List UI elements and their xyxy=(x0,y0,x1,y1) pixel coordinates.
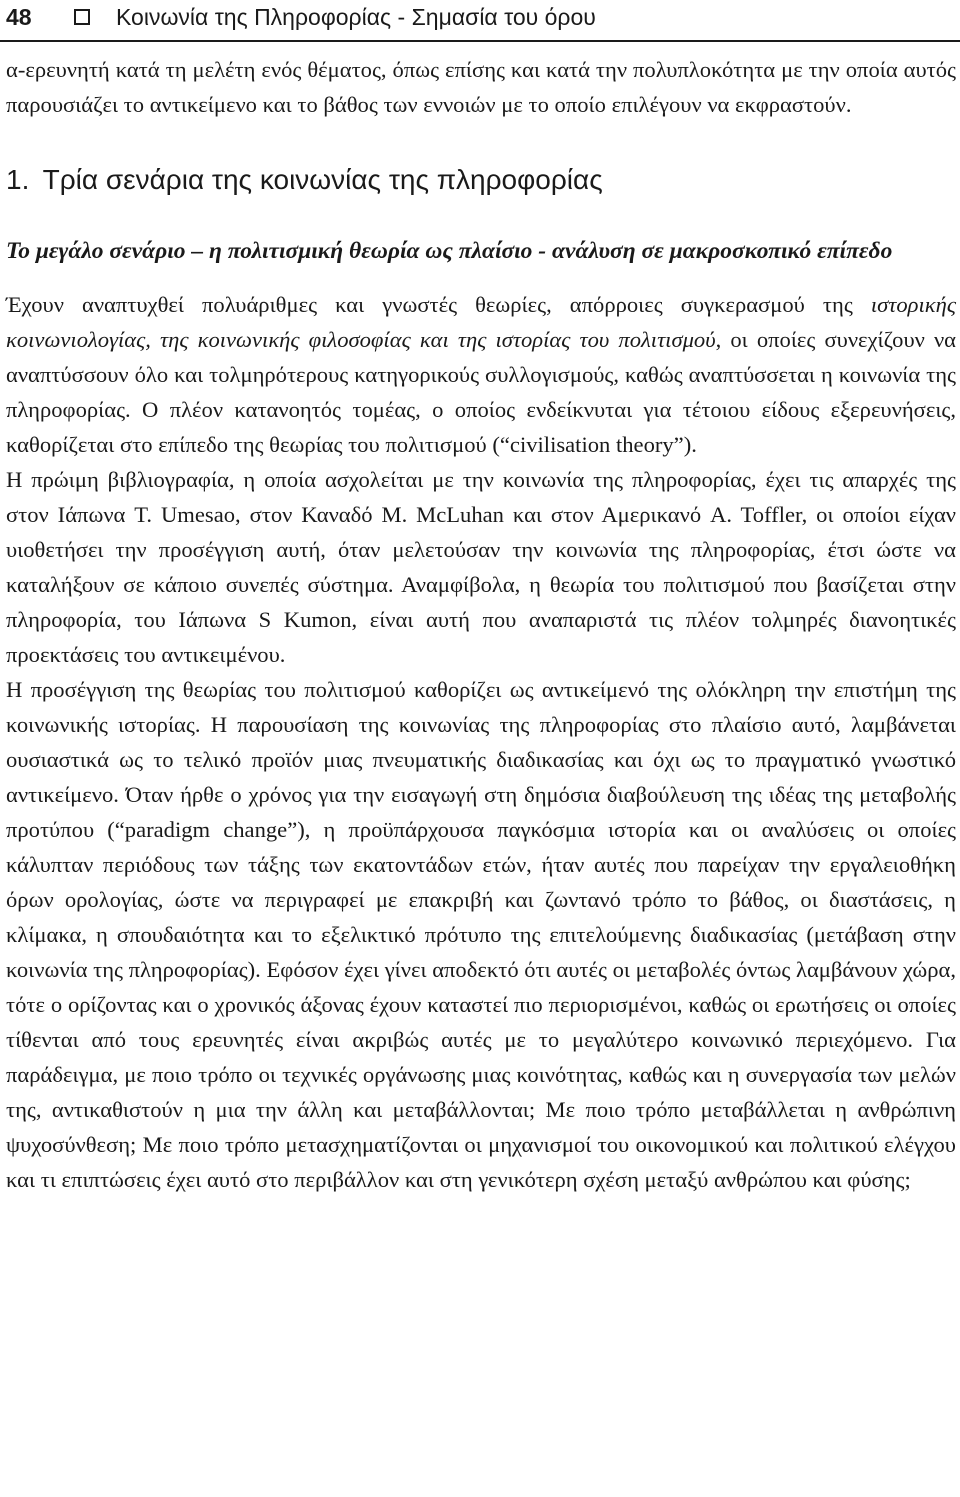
running-header xyxy=(0,0,960,34)
checkbox-square-icon xyxy=(74,9,90,25)
paragraph-1-italic: ιστορικής κοινωνιολογίας, της κοινωνικής φιλοσοφίας και της ιστορίας του πολιτισμού xyxy=(6,292,956,352)
paragraph-2: Η πρώιμη βιβλιογραφία, η οποία ασχολείται με την κοινωνία της πληροφορίας, έχει τις απαρχές της στον Ιάπωνα T. Umesao, στον Καναδό M. McLuhan και στον Αμερικανό A. Toffler, οι οποίοι είχαν υιοθετήσει την προσέγγιση αυτή, όταν μελετούσαν την κοινωνία της πληροφορίας, έτσι ώστε να καταλήξουν σε κάποιο συνεπές σύστημα. Αναμφίβολα, η θεωρία του πολιτισμού που βασίζεται στην πληροφορία, του Ιάπωνα S Kumon, είναι αυτή που αναπαριστά τις πλέον τολμηρές διανοητικές προεκτάσεις του αντικειμένου. xyxy=(6,467,956,667)
header-divider xyxy=(0,40,960,42)
subsection-heading: Το μεγάλο σενάριο – η πολιτισμική θεωρία ως πλαίσιο - ανάλυση σε μακροσκοπικό επίπεδο xyxy=(6,238,893,264)
paragraph-1-text-a: Έχουν αναπτυχθεί πολυάριθμες και γνωστές θεωρίες, απόρροιες συγκερασμού της xyxy=(6,292,871,317)
paragraph-1 xyxy=(6,287,956,462)
running-title: Κοινωνία της Πληροφορίας - Σημασία του όρου xyxy=(116,3,596,30)
section-number: 1. xyxy=(6,164,30,195)
paragraph-1-text-b: , οι οποίες συνεχίζουν να αναπτύσσουν όλο και τολμηρότερους κατηγορικούς συλλογισμούς, καθώς αναπτύσσεται η κοινωνία της πληροφορίας. Ο πλέον κατανοητός τομέας, ο οποίος ενδείκνυται για τέτοιου είδους εξερευνήσεις, καθορίζεται στο επίπεδο της θεωρίας του πολιτισμού (“civilisation theory”). xyxy=(6,327,957,457)
section-title: Τρία σενάρια της κοινωνίας της πληροφορίας xyxy=(42,164,603,195)
paragraph-3: Η προσέγγιση της θεωρίας του πολιτισμού καθορίζει ως αντικείμενό της ολόκληρη την επιστήμη της κοινωνικής ιστορίας. Η παρουσίαση της κοινωνίας της πληροφορίας στο πλαίσιο αυτό, λαμβάνεται ουσιαστικά ως το τελικό προϊόν μιας πνευματικής διαδικασίας και όχι ως το πραγματικό γνωστικό αντικείμενο. Όταν ήρθε ο χρόνος για την εισαγωγή στη δημόσια διαβούλευση της ιδέας της μεταβολής προτύπου (“paradigm change”), η προϋπάρχουσα παγκόσμια ιστορία και οι αναλύσεις οι οποίες κάλυπταν περιόδους των τάξης των εκατοντάδων ετών, ήταν αυτές που παρείχαν την εργαλειοθήκη όρων ορολογίας, ώστε να περιγραφεί με επακριβή και ζωντανό τρόπο το βάθος, οι διαστάσεις, η κλίμακα, η σπουδαιότητα και το εξελικτικό πρότυπο της επιτελούμενης διαδικασίας (μετάβαση στην κοινωνία της πληροφορίας). Εφόσον έχει γίνει αποδεκτό ότι αυτές οι μεταβολές όντως λαμβάνουν χώρα, τότε ο ορίζοντας και ο χρονικός άξονας έχουν καταστεί πιο περιορισμένοι, καθώς οι ερωτήσεις οι οποίες τίθενται από τους ερευνητές είναι ακριβώς αυτές με το μεγαλύτερο κοινωνικό περιεχόμενο. Για παράδειγμα, με ποιο τρόπο οι τεχνικές οργάνωσης μιας κοινότητας, καθώς και η συνεργασία των μελών της, αντικαθιστούν η μια την άλλη και μεταβάλλονται; Με ποιο τρόπο μεταβάλλεται η ανθρώπινη ψυχοσύνθεση; Με ποιο τρόπο μετασχηματίζονται οι μηχανισμοί του οικονομικού και πολιτικού ελέγχου και τι επιπτώσεις έχει αυτό στο περιβάλλον και στη γενικότερη σχέση μεταξύ ανθρώπου και φύσης; xyxy=(6,677,956,1192)
intro-paragraph: α-ερευνητή κατά τη μελέτη ενός θέματος, όπως επίσης και κατά την πολυπλοκότητα με την οποία αυτός παρουσιάζει το αντικείμενο και το βάθος των εννοιών με το οποίο επιλέγουν να εκφραστούν. xyxy=(6,57,956,117)
page-number: 48 xyxy=(6,3,32,30)
section-heading xyxy=(6,162,956,198)
page-body xyxy=(6,52,956,1197)
